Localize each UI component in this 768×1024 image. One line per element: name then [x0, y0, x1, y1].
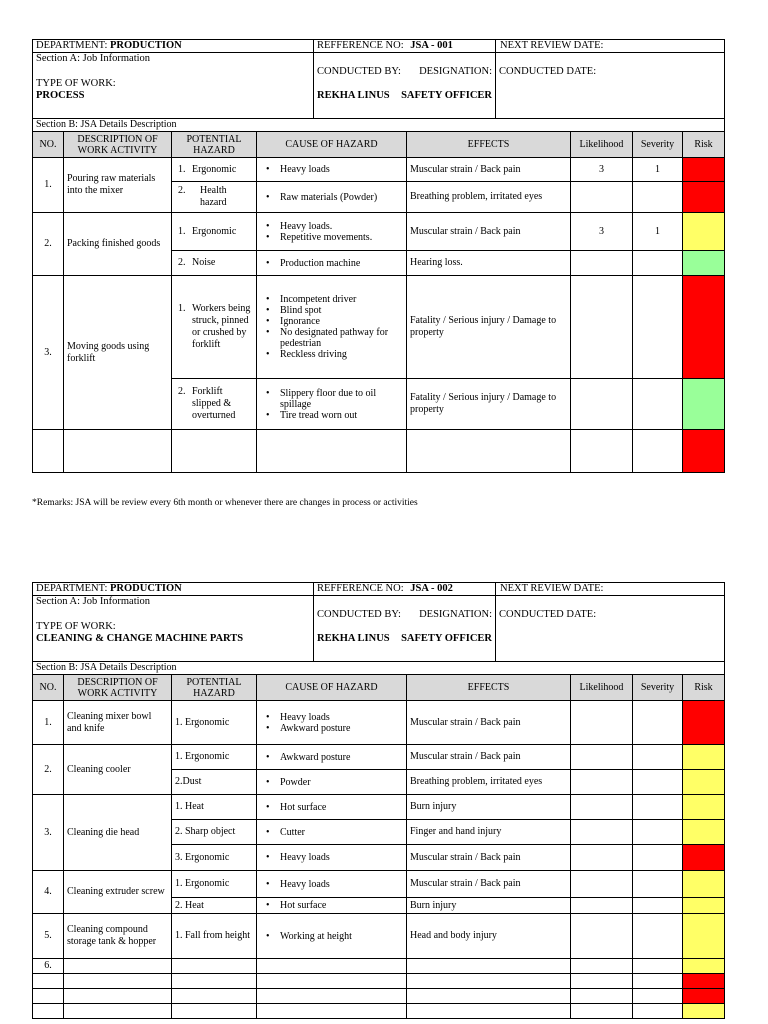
table-row: 2. Heat • Hot surface Burn injury [33, 898, 725, 914]
risk-cell [683, 251, 725, 276]
jsa1-header-table [32, 39, 725, 119]
type-of-work-value: CLEANING & CHANGE MACHINE PARTS [36, 633, 244, 644]
risk-cell [683, 820, 725, 845]
department-cell: DEPARTMENT: PRODUCTION [33, 583, 314, 596]
risk-cell [683, 213, 725, 251]
reference-cell: REFFERENCE NO: JSA - 002 [314, 583, 496, 596]
col-description: DESCRIPTION OF WORK ACTIVITY [64, 675, 172, 701]
type-of-work-label: TYPE OF WORK: [36, 621, 116, 632]
risk-cell [683, 871, 725, 898]
conducted-by-cell: CONDUCTED BY: DESIGNATION: REKHA LINUS SAFETY OFFICER [314, 53, 496, 119]
table-row: 1. Pouring raw materials into the mixer 1. Ergonomic • Heavy loads Muscular strain / Back pain 3 1 [33, 158, 725, 182]
table-row: 5. Cleaning compound storage tank & hopper 1. Fall from height • Working at height Head and body injury [33, 914, 725, 959]
risk-cell [683, 701, 725, 745]
section-a-label: Section A: Job Information [36, 596, 151, 607]
table-row: 2. Cleaning cooler 1. Ergonomic • Awkward posture Muscular strain / Back pain [33, 745, 725, 770]
risk-cell [683, 989, 725, 1004]
col-severity: Severity [633, 132, 683, 158]
reference-cell: REFFERENCE NO: JSA - 001 [314, 40, 496, 53]
table-row: 2. Health hazard • Raw materials (Powder) Breathing problem, irritated eyes [33, 182, 725, 213]
table-row: 2. Noise • Production machine Hearing loss. [33, 251, 725, 276]
next-review-cell: NEXT REVIEW DATE: [496, 583, 725, 596]
table-row: 3. Ergonomic • Heavy loads Muscular strain / Back pain [33, 845, 725, 871]
table-row: 2. Sharp object • Cutter Finger and hand injury [33, 820, 725, 845]
next-review-cell: NEXT REVIEW DATE: [496, 40, 725, 53]
section-a-cell [33, 53, 314, 119]
section-b-label: Section B: JSA Details Description [33, 662, 725, 675]
conducted-by-cell: CONDUCTED BY: DESIGNATION: REKHA LINUS SAFETY OFFICER [314, 596, 496, 662]
risk-cell [683, 745, 725, 770]
conducted-date-cell: CONDUCTED DATE: [496, 53, 725, 119]
remarks-text: *Remarks: JSA will be review every 6th month or whenever there are changes in process or activities [32, 498, 418, 508]
type-of-work-value: PROCESS [36, 90, 85, 101]
risk-cell [683, 1004, 725, 1019]
col-effects: EFFECTS [407, 132, 571, 158]
table-row: 2. Forklift slipped & overturned • Slippery floor due to oil spillage • Tire tread worn out Fatality / Serious injury / Damage to property [33, 379, 725, 430]
type-of-work-label: TYPE OF WORK: [36, 78, 116, 89]
jsa2-details-table [32, 661, 725, 1019]
risk-cell [683, 974, 725, 989]
col-cause: CAUSE OF HAZARD [257, 675, 407, 701]
table-row [33, 989, 725, 1004]
table-row: 1. Cleaning mixer bowl and knife 1. Ergonomic • Heavy loads • Awkward posture Muscular strain / Back pain [33, 701, 725, 745]
col-cause: CAUSE OF HAZARD [257, 132, 407, 158]
col-no: NO. [33, 132, 64, 158]
col-likelihood: Likelihood [571, 675, 633, 701]
col-risk: Risk [683, 132, 725, 158]
jsa1-details-table [32, 118, 725, 473]
risk-cell [683, 898, 725, 914]
section-a-cell [33, 596, 314, 662]
department-cell: DEPARTMENT: PRODUCTION [33, 40, 314, 53]
risk-cell [683, 182, 725, 213]
table-row: 3. Cleaning die head 1. Heat • Hot surface Burn injury [33, 795, 725, 820]
col-risk: Risk [683, 675, 725, 701]
risk-cell [683, 158, 725, 182]
col-severity: Severity [633, 675, 683, 701]
table-row: 2.Dust • Powder Breathing problem, irritated eyes [33, 770, 725, 795]
col-potential-hazard: POTENTIAL HAZARD [172, 675, 257, 701]
risk-cell [683, 430, 725, 473]
risk-cell [683, 845, 725, 871]
table-row: 6. [33, 959, 725, 974]
table-row: 2. Packing finished goods 1. Ergonomic • Heavy loads. • Repetitive movements. Muscular strain / Back pain 3 1 [33, 213, 725, 251]
risk-cell [683, 276, 725, 379]
col-description: DESCRIPTION OF WORK ACTIVITY [64, 132, 172, 158]
jsa2-header-table [32, 582, 725, 662]
table-row: 4. Cleaning extruder screw 1. Ergonomic • Heavy loads Muscular strain / Back pain [33, 871, 725, 898]
table-row: 3. Moving goods using forklift 1. Workers being struck, pinned or crushed by forklift • Incompetent driver • Blind spot • Ignorance • No designated pathway for pedestrian • Reckless driving Fatality / Serious injury / Damage to property [33, 276, 725, 379]
col-likelihood: Likelihood [571, 132, 633, 158]
risk-cell [683, 770, 725, 795]
risk-cell [683, 379, 725, 430]
risk-cell [683, 959, 725, 974]
table-row [33, 1004, 725, 1019]
col-potential-hazard: POTENTIAL HAZARD [172, 132, 257, 158]
table-row [33, 430, 725, 473]
risk-cell [683, 795, 725, 820]
conducted-date-cell: CONDUCTED DATE: [496, 596, 725, 662]
col-no: NO. [33, 675, 64, 701]
col-effects: EFFECTS [407, 675, 571, 701]
risk-cell [683, 914, 725, 959]
section-b-label: Section B: JSA Details Description [33, 119, 725, 132]
table-row [33, 974, 725, 989]
section-a-label: Section A: Job Information [36, 53, 151, 64]
